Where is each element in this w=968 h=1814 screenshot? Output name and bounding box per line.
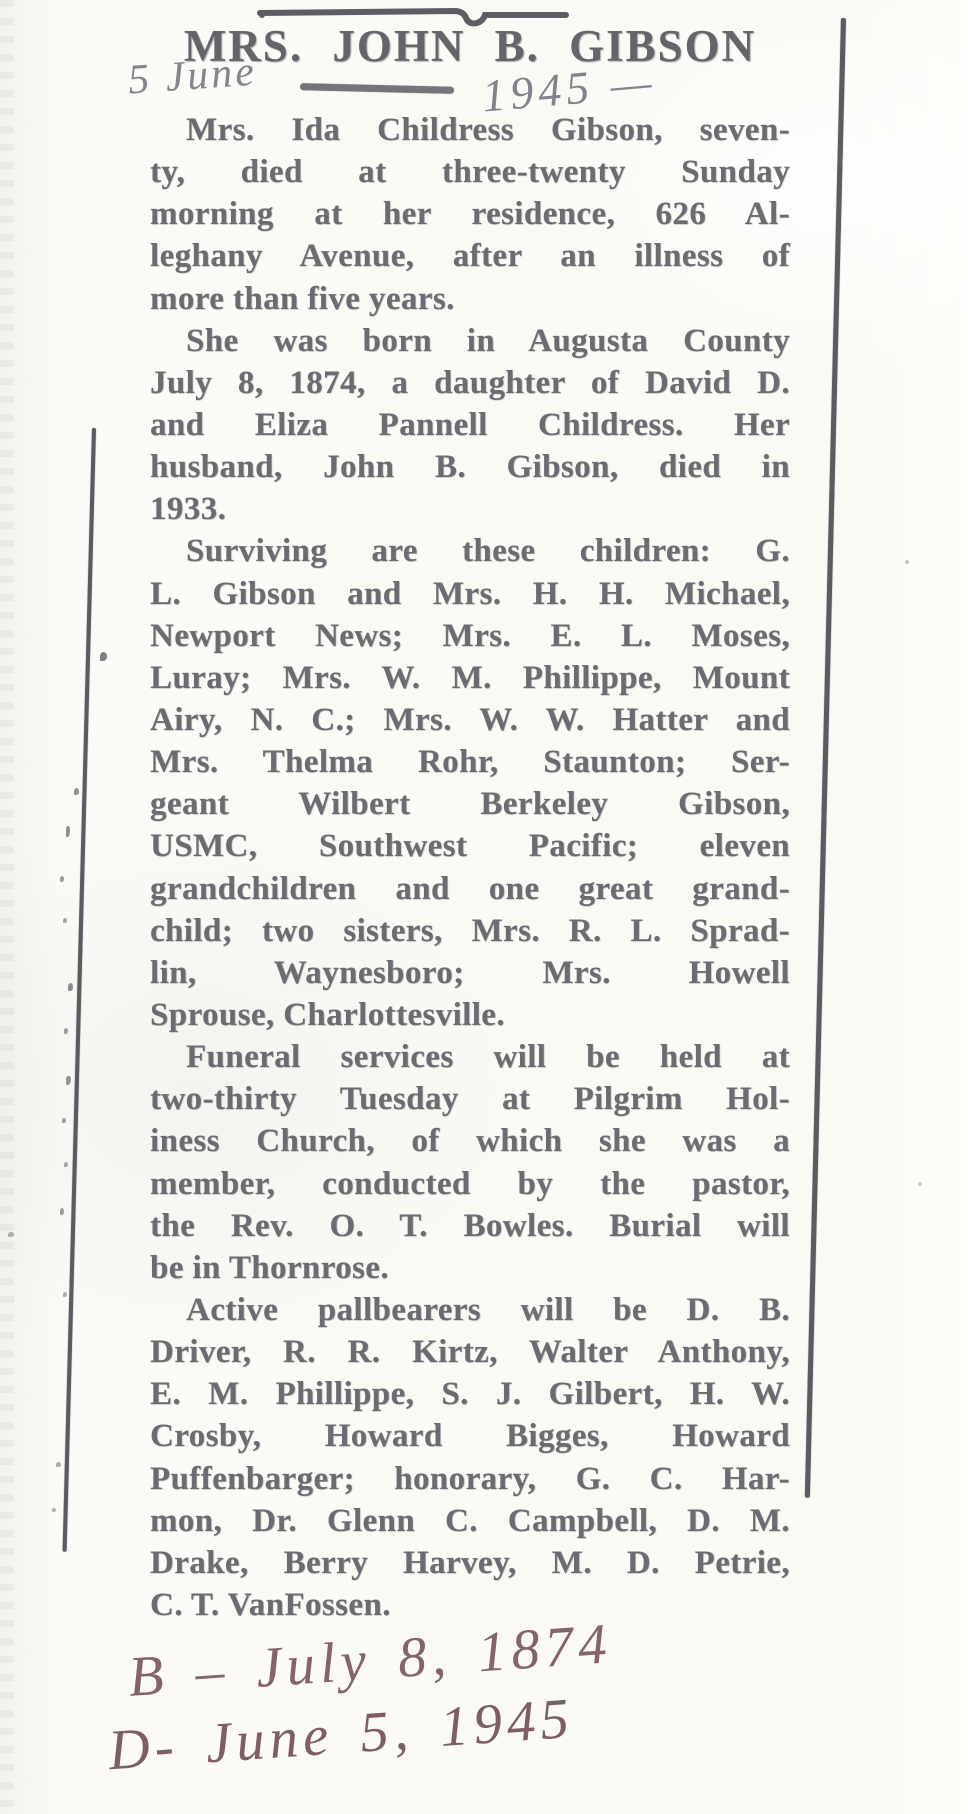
article-line: member, conducted by the pastor, — [150, 1165, 790, 1202]
article-line: morning at her residence, 626 Al- — [150, 196, 790, 233]
article-line: L. Gibson and Mrs. H. H. Michael, — [150, 575, 790, 612]
ink-speck — [60, 876, 64, 882]
article-line: 1933. — [150, 491, 227, 528]
ink-speck — [64, 1162, 68, 1167]
article-line: Funeral services will be held at — [186, 1039, 790, 1076]
ink-speck — [8, 1232, 14, 1237]
article-line: E. M. Phillippe, S. J. Gilbert, H. W. — [150, 1376, 790, 1413]
article-line: iness Church, of which she was a — [150, 1123, 790, 1160]
article-line: Active pallbearers will be D. B. — [186, 1291, 790, 1328]
article-line: geant Wilbert Berkeley Gibson, — [150, 786, 790, 823]
ink-speck — [100, 652, 107, 661]
ink-speck — [62, 1118, 66, 1123]
article-line: Airy, N. C.; Mrs. W. W. Hatter and — [150, 701, 790, 738]
article-body — [150, 112, 790, 1629]
ink-speck — [63, 918, 67, 923]
ink-speck — [68, 983, 73, 991]
column-rule-right — [805, 18, 846, 1498]
article-line: more than five years. — [150, 280, 455, 317]
article-line: She was born in Augusta County — [186, 322, 790, 359]
printed-dash-rule — [300, 83, 454, 94]
article-line: be in Thornrose. — [150, 1249, 389, 1286]
ink-speck — [56, 1462, 61, 1467]
ink-speck — [60, 1208, 64, 1215]
ink-speck — [918, 1182, 922, 1186]
scan-edge-perforation — [0, 0, 14, 1814]
article-line: Mrs. Thelma Rohr, Staunton; Ser- — [150, 744, 790, 781]
article-line: lin, Waynesboro; Mrs. Howell — [150, 954, 790, 991]
ink-speck — [52, 1508, 56, 1512]
article-line: grandchildren and one great grand- — [150, 870, 790, 907]
article-line: two-thirty Tuesday at Pilgrim Hol- — [150, 1081, 790, 1118]
ink-speck — [66, 826, 70, 837]
article-line: ty, died at three-twenty Sunday — [150, 154, 790, 191]
article-line: mon, Dr. Glenn C. Campbell, D. M. — [150, 1502, 790, 1539]
article-line: C. T. VanFossen. — [150, 1586, 391, 1623]
article-line: July 8, 1874, a daughter of David D. — [150, 364, 790, 401]
ink-speck — [905, 560, 909, 564]
handwritten-death-day: 5 June — [126, 48, 259, 104]
article-line: Newport News; Mrs. E. L. Moses, — [150, 617, 790, 654]
obituary-headline: MRS. JOHN B. GIBSON — [183, 21, 757, 71]
article-line: leghany Avenue, after an illness of — [150, 238, 790, 275]
article-line: and Eliza Pannell Childress. Her — [150, 406, 790, 443]
article-line: the Rev. O. T. Bowles. Burial will — [150, 1207, 790, 1244]
ink-speck — [74, 788, 79, 795]
handwritten-death-note: D- June 5, 1945 — [106, 1686, 576, 1783]
handwritten-birth-note: B – July 8, 1874 — [126, 1612, 614, 1709]
article-line: Mrs. Ida Childress Gibson, seven- — [186, 112, 790, 148]
article-line: husband, John B. Gibson, died in — [150, 449, 790, 486]
article-line: Puffenbarger; honorary, G. C. Har- — [150, 1460, 790, 1497]
ink-speck — [63, 1292, 67, 1297]
article-line: Crosby, Howard Bigges, Howard — [150, 1418, 790, 1455]
article-line: child; two sisters, Mrs. R. L. Sprad- — [150, 912, 790, 949]
article-line: USMC, Southwest Pacific; eleven — [150, 828, 790, 865]
article-line: Sprouse, Charlottesville. — [150, 996, 505, 1033]
ink-speck — [66, 1076, 71, 1085]
ink-speck — [64, 1028, 68, 1034]
article-line: Driver, R. R. Kirtz, Walter Anthony, — [150, 1334, 790, 1371]
article-line: Surviving are these children: G. — [186, 533, 790, 570]
article-line: Luray; Mrs. W. M. Phillippe, Mount — [150, 659, 790, 696]
handwritten-death-year: 1945 — — [480, 55, 659, 122]
article-line: Drake, Berry Harvey, M. D. Petrie, — [150, 1544, 790, 1581]
